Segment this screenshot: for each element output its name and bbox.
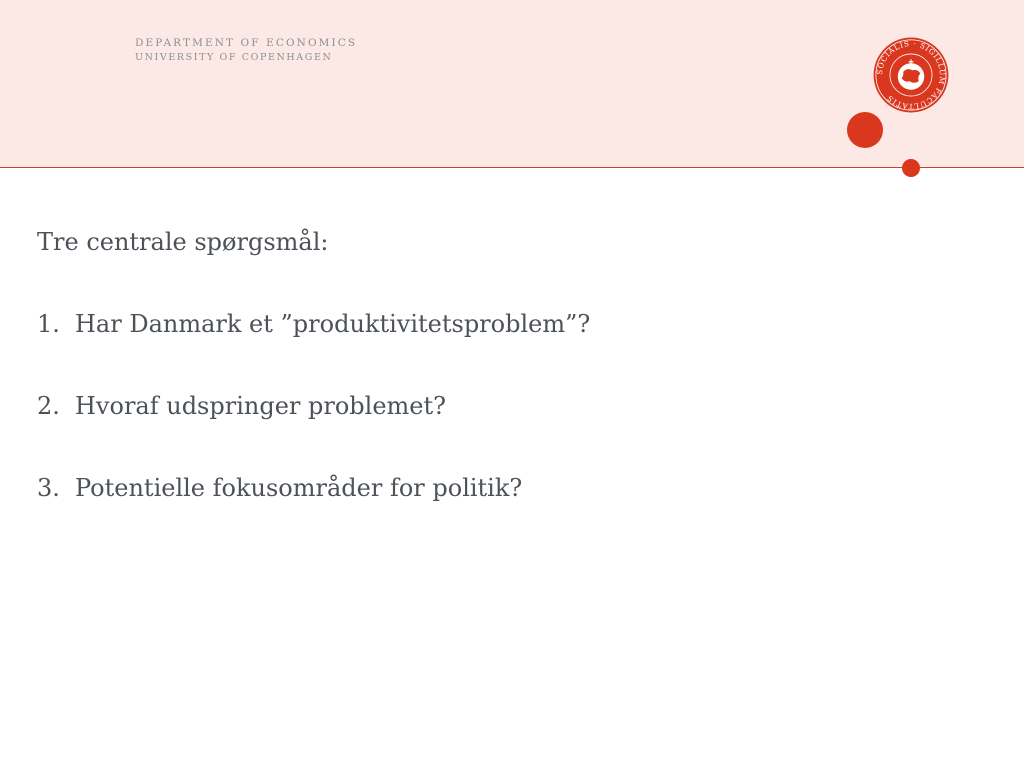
list-item bbox=[37, 470, 590, 506]
seal-text: SOCIALIS · SIGILLUM FACULTATIS bbox=[875, 39, 948, 111]
header-divider bbox=[0, 167, 1024, 168]
list-item-number: 2. bbox=[37, 392, 60, 420]
intro-text: Tre centrale spørgsmål: bbox=[37, 228, 329, 256]
list-item bbox=[37, 306, 590, 342]
decorative-dot-small bbox=[902, 159, 920, 177]
list-item-number: 1. bbox=[37, 310, 60, 338]
slide-content bbox=[37, 224, 590, 506]
list-item-text: Potentielle fokusområder for politik? bbox=[75, 474, 523, 502]
university-seal-logo bbox=[872, 36, 950, 114]
university-name: UNIVERSITY OF COPENHAGEN bbox=[135, 52, 333, 63]
list-item-number: 3. bbox=[37, 474, 60, 502]
list-item bbox=[37, 388, 590, 424]
decorative-dot-large bbox=[847, 112, 883, 148]
department-name: DEPARTMENT OF ECONOMICS bbox=[135, 37, 358, 49]
list-item-text: Hvoraf udspringer problemet? bbox=[75, 392, 447, 420]
list-item-text: Har Danmark et ”produktivitetsproblem”? bbox=[75, 310, 591, 338]
question-list bbox=[37, 306, 590, 506]
